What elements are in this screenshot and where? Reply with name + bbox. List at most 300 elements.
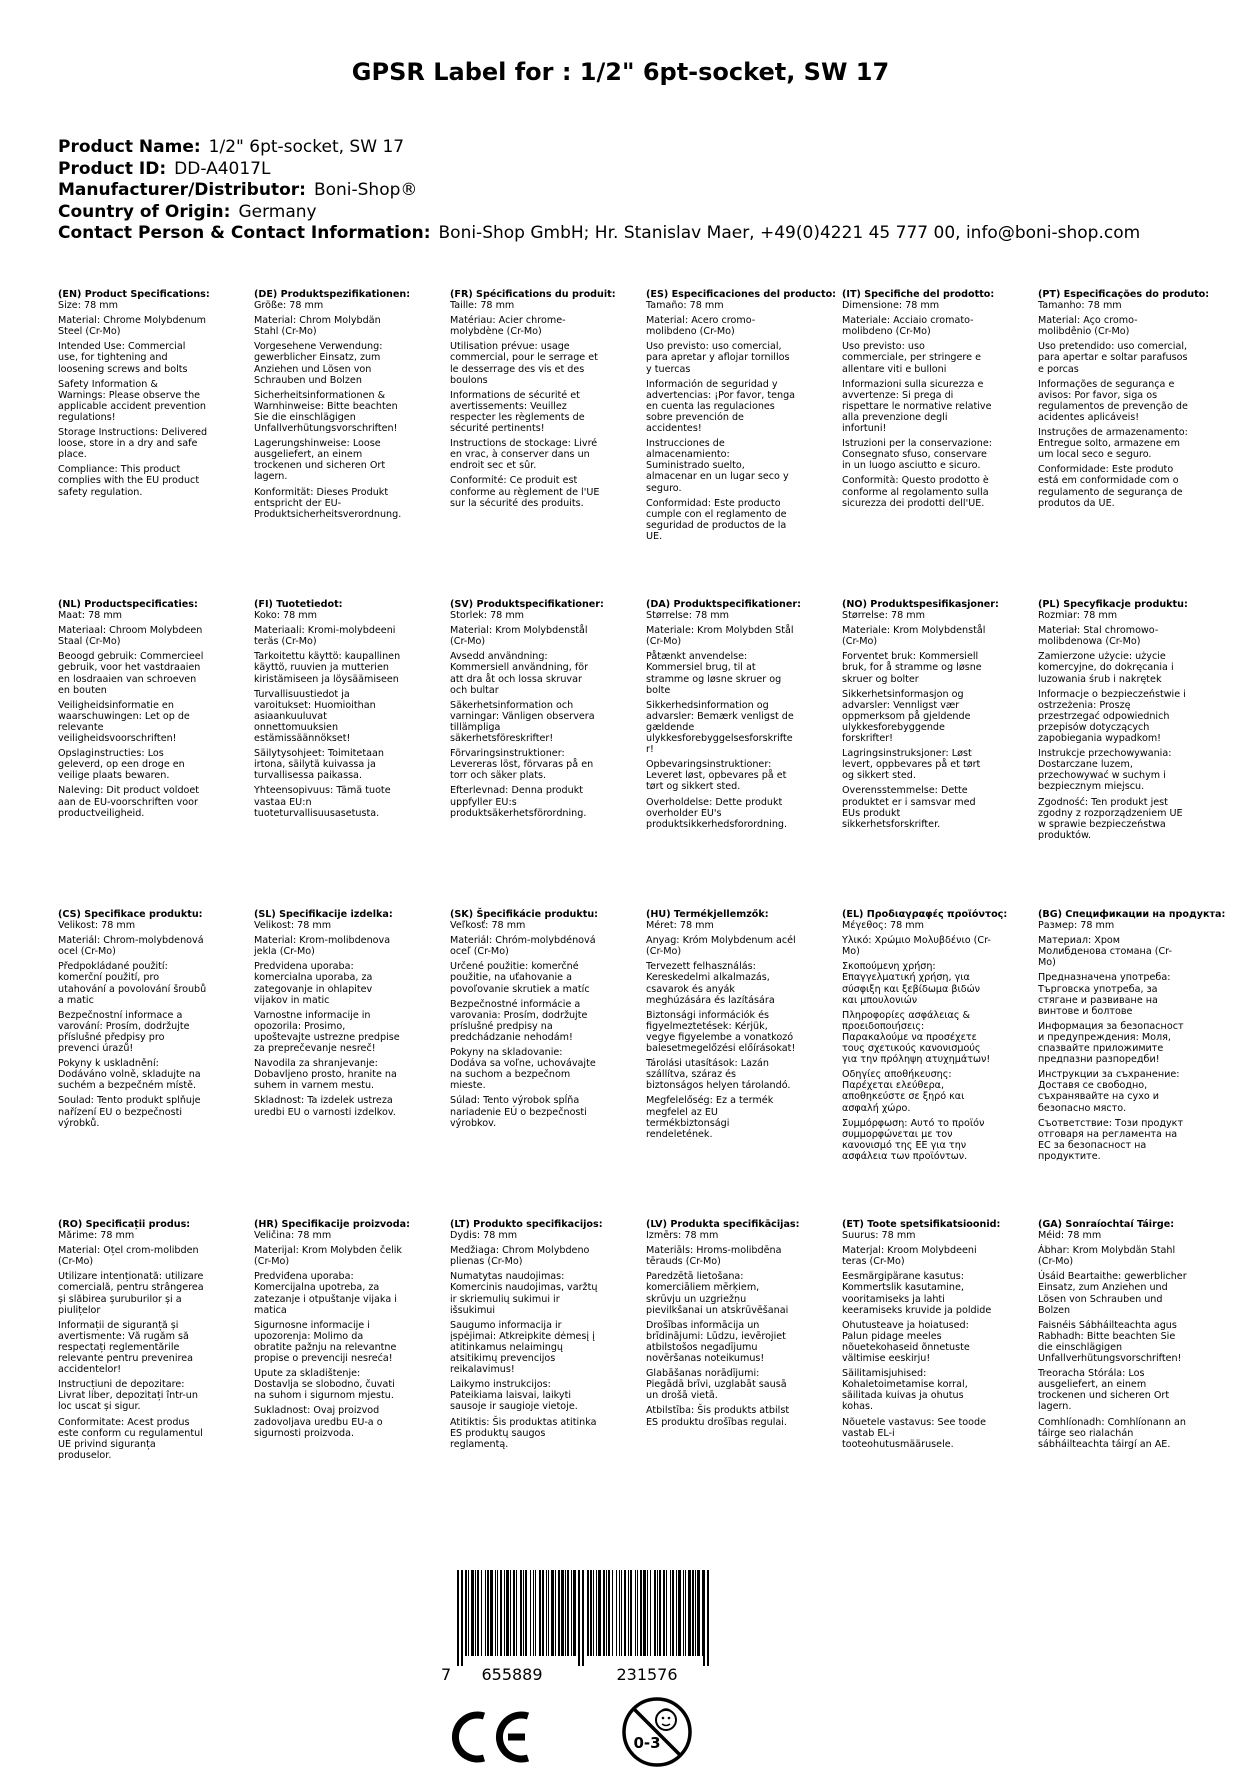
product-info-label: Country of Origin: [58, 201, 231, 222]
spec-heading: (PL) Specyfikacje produktu: [1038, 599, 1188, 610]
spec-row [58, 1219, 1238, 1465]
spec-heading: (NO) Produktspesifikasjoner: [842, 599, 999, 610]
spec-paragraph: Varnostne informacije in opozorila: Prosimo, upoštevajte ustrezne predpise za preprečevanje nesreč! [254, 1009, 400, 1055]
spec-paragraph: Säilitamisjuhised: Kohaletoimetamise korral, säilitada kuivas ja ohutus kohas. [842, 1368, 968, 1413]
spec-heading: (SL) Specifikacije izdelka: [254, 909, 393, 920]
spec-column [1038, 599, 1234, 909]
barcode-guard-bar [457, 1570, 459, 1666]
spec-heading: (BG) Спецификации на продукта: [1038, 909, 1226, 920]
barcode-bar [477, 1570, 479, 1656]
spec-paragraph: Suurus: 78 mm [842, 1230, 916, 1242]
spec-column [1038, 289, 1234, 599]
barcode-bar [500, 1570, 502, 1656]
barcode-bar [603, 1570, 605, 1656]
spec-heading: (FI) Tuotetiedot: [254, 599, 343, 610]
barcode-bar [587, 1570, 589, 1656]
spec-column [254, 289, 450, 599]
spec-paragraph: Lagerungshinweise: Loose ausgeliefert, an einem trockenen und sicheren Ort lagern. [254, 438, 386, 483]
spec-paragraph: Opslaginstructies: Los geleverd, op een droge en veilige plaats bewaren. [58, 748, 185, 782]
barcode-bar [506, 1570, 509, 1656]
spec-paragraph: Skladnost: Ta izdelek ustreza uredbi EU o varnosti izdelkov. [254, 1095, 396, 1118]
spec-paragraph: Biztonsági információk és figyelmeztetések: Kérjük, vegye figyelembe a vonatkozó balesetmegelőzési előírásokat! [646, 1009, 796, 1055]
spec-paragraph: Sukladnost: Ovaj proizvod zadovoljava uredbu EU-a o sigurnosti proizvoda. [254, 1405, 383, 1439]
spec-paragraph: Conformité: Ce produit est conforme au règlement de l'UE sur la sécurité des produits. [450, 475, 600, 509]
spec-row [58, 909, 1238, 1219]
barcode-bar [539, 1570, 541, 1656]
spec-paragraph: Materiale: Krom Molybdenstål (Cr-Mo) [842, 625, 986, 648]
barcode-bar [516, 1570, 517, 1656]
spec-paragraph: Påtænkt anvendelse: Kommersiel brug, til at stramme og løsne skruer og bolte [646, 651, 782, 696]
spec-paragraph: Veľkosť: 78 mm [450, 920, 526, 932]
barcode-bar [624, 1570, 626, 1656]
spec-paragraph: Paredzētā lietošana: komerciāliem mērķiem, skrūvju un uzgriežņu pievilkšanai un atskrūvēšanai [646, 1271, 789, 1316]
spec-paragraph: Conformitate: Acest produs este conform cu regulamentul UE privind siguranța produselor. [58, 1416, 203, 1461]
barcode-bar [551, 1570, 554, 1656]
spec-paragraph: Tamaño: 78 mm [646, 300, 724, 312]
spec-heading: (NL) Productspecificaties: [58, 599, 198, 610]
spec-paragraph: Материал: Хром Молибденова стомана (Cr-Mo) [1038, 935, 1172, 969]
barcode-guard-bar [582, 1570, 584, 1666]
product-info-row [58, 180, 1198, 202]
spec-paragraph: Size: 78 mm [58, 300, 118, 312]
spec-paragraph: Größe: 78 mm [254, 300, 324, 312]
spec-paragraph: Informações de segurança e avisos: Por favor, siga os regulamentos de prevenção de acidentes aplicáveis! [1038, 378, 1188, 423]
spec-heading: (CS) Specifikace produktu: [58, 909, 203, 920]
barcode-bar [561, 1570, 564, 1656]
spec-paragraph: Bezpečnostné informácie a varovania: Prosím, dodržujte príslušné predpisy na predchádzanie nehodám! [450, 998, 588, 1043]
spec-paragraph: Navodila za shranjevanje: Dobavljeno prosto, hranite na suhem in varnem mestu. [254, 1058, 397, 1092]
spec-paragraph: Faisnéis Sábháilteachta agus Rabhadh: Bitte beachten Sie die einschlägigen Unfallverhütungsvorschriften! [1038, 1319, 1182, 1365]
spec-paragraph: Drošības informācija un brīdinājumi: Lūdzu, ievērojiet atbilstošos negadījumu novēršanas noteikumus! [646, 1319, 786, 1365]
spec-column [646, 289, 842, 599]
barcode [437, 1570, 732, 1685]
spec-paragraph: Materiál: Chróm-molybdénová oceľ (Cr-Mo) [450, 935, 596, 958]
barcode-guard-bar [703, 1570, 705, 1666]
barcode-bar [621, 1570, 622, 1656]
barcode-bar [571, 1570, 572, 1656]
spec-column [450, 1219, 646, 1465]
barcode-bar [657, 1570, 658, 1656]
spec-paragraph: Instrukcje przechowywania: Dostarczane luzem, przechowywać w suchym i bezpiecznym miejscu. [1038, 748, 1172, 793]
barcode-bar [637, 1570, 638, 1656]
barcode-bar [598, 1570, 601, 1656]
barcode-bar [593, 1570, 594, 1656]
spec-paragraph: Určené použitie: komerčné použitie, na uťahovanie a povoľovanie skrutiek a matíc [450, 961, 590, 995]
spec-paragraph: Materijal: Krom Molybden čelik (Cr-Mo) [254, 1245, 402, 1268]
spec-heading: (HR) Specifikacije proizvoda: [254, 1219, 410, 1230]
spec-paragraph: Atbilstība: Šis produkts atbilst ES produktu drošības regulai. [646, 1405, 790, 1428]
spec-heading: (LV) Produkta specifikācijas: [646, 1219, 800, 1230]
spec-paragraph: Matériau: Acier chrome-molybdène (Cr-Mo) [450, 315, 566, 338]
spec-paragraph: Megfelelőség: Ez a termék megfelel az EU termékbiztonsági rendeletének. [646, 1095, 774, 1140]
spec-paragraph: Μέγεθος: 78 mm [842, 920, 924, 932]
barcode-bar [555, 1570, 556, 1656]
spec-paragraph: Material: Aço cromo-molibdênio (Cr-Mo) [1038, 315, 1138, 338]
spec-paragraph: Overholdelse: Dette produkt overholder EU's produktsikkerhedsforordning. [646, 796, 788, 830]
product-info-label: Manufacturer/Distributor: [58, 180, 306, 200]
spec-paragraph: Avsedd användning: Kommersiell användning, för att dra åt och lossa skruvar och bultar [450, 651, 589, 696]
spec-paragraph: Υλικό: Χρώμιο Μολυβδένιο (Cr-Mo) [842, 935, 991, 958]
barcode-bar [495, 1570, 496, 1656]
spec-paragraph: Taille: 78 mm [450, 300, 515, 312]
spec-heading: (GA) Sonraíochtaí Táirge: [1038, 1219, 1175, 1230]
spec-paragraph: Material: Krom-molibdenova jekla (Cr-Mo) [254, 935, 391, 958]
spec-paragraph: Materjal: Kroom Molybdeeni teras (Cr-Mo) [842, 1245, 977, 1268]
spec-column [58, 599, 254, 909]
spec-heading: (SV) Produktspecifikationer: [450, 599, 604, 610]
spec-column [58, 289, 254, 599]
spec-paragraph: Размер: 78 mm [1038, 920, 1115, 932]
spec-heading: (ES) Especificaciones del producto: [646, 289, 837, 300]
spec-paragraph: Størrelse: 78 mm [646, 610, 729, 622]
spec-paragraph: Efterlevnad: Denna produkt uppfyller EU:s produktsäkerhetsförordning. [450, 785, 587, 819]
spec-column [450, 289, 646, 599]
spec-paragraph: Atitiktis: Šis produktas atitinka ES produktų saugos reglamentą. [450, 1416, 597, 1450]
barcode-bar [465, 1570, 467, 1656]
spec-heading: (RO) Specificații produs: [58, 1219, 191, 1230]
product-info [58, 137, 1198, 245]
spec-paragraph: Material: Krom Molybdenstål (Cr-Mo) [450, 625, 588, 648]
barcode-bar [695, 1570, 696, 1656]
spec-heading: (HU) Termékjellemzők: [646, 909, 769, 920]
spec-paragraph: Turvallisuustiedot ja varoitukset: Huomioithan asiaankuuluvat onnettomuuksien estämissäännökset! [254, 688, 376, 745]
spec-paragraph: Beoogd gebruik: Commercieel gebruik, voor het vastdraaien en losdraaien van schroeven en bouten [58, 651, 204, 696]
barcode-bar [485, 1570, 486, 1656]
spec-paragraph: Overensstemmelse: Dette produktet er i samsvar med EUs produkt sikkerhetsforskrifter. [842, 785, 976, 830]
product-info-row [58, 159, 1198, 181]
barcode-bar [596, 1570, 597, 1656]
spec-column [842, 909, 1038, 1219]
spec-paragraph: Utilisation prévue: usage commercial, pour le serrage et le desserrage des vis et des boulons [450, 341, 598, 386]
spec-paragraph: Izmērs: 78 mm [646, 1230, 719, 1242]
spec-paragraph: Съответствие: Този продукт отговаря на регламента на ЕС за безопасност на продуктите. [1038, 1117, 1184, 1162]
spec-paragraph: Οδηγίες αποθήκευσης: Παρέχεται ελεύθερα, αποθηκεύστε σε ξηρό και ασφαλή χώρο. [842, 1069, 965, 1114]
barcode-bar [497, 1570, 498, 1656]
barcode-bar [654, 1570, 656, 1656]
spec-paragraph: Zamierzone użycie: użycie komercyjne, do dokręcania i luzowania śrub i nakrętek [1038, 651, 1174, 685]
spec-paragraph: Safety Information & Warnings: Please observe the applicable accident prevention regulations! [58, 378, 206, 423]
spec-paragraph: Nõuetele vastavus: See toode vastab EL-i tooteohutusmäärusele. [842, 1416, 986, 1450]
spec-paragraph: Materiāls: Hroms-molibdēna tērauds (Cr-Mo) [646, 1245, 782, 1268]
barcode-digits-left: 655889 [481, 1665, 543, 1684]
spec-heading: (PT) Especificações do produto: [1038, 289, 1210, 300]
spec-paragraph: Συμμόρφωση: Αυτό το προϊόν συμμορφώνεται με τον κανονισμό της ΕΕ για την ασφάλεια των προϊόντων. [842, 1117, 985, 1162]
spec-paragraph: Informazioni sulla sicurezza e avvertenze: Si prega di rispettare le normative relative alla prevenzione degli infortuni! [842, 378, 992, 435]
spec-paragraph: Anyag: Króm Molybdenum acél (Cr-Mo) [646, 935, 796, 958]
barcode-bar [685, 1570, 686, 1656]
spec-paragraph: Tarkoitettu käyttö: kaupallinen käyttö, ruuvien ja mutterien kiristämiseen ja löysäämiseen [254, 651, 401, 685]
spec-paragraph: Conformidad: Este producto cumple con el reglamento de seguridad de productos de la UE. [646, 497, 787, 542]
product-info-value: 1/2" 6pt-socket, SW 17 [208, 137, 405, 157]
spec-paragraph: Förvaringsinstruktioner: Levereras löst, förvaras på en torr och säker plats. [450, 748, 594, 782]
barcode-bar [468, 1570, 469, 1656]
spec-paragraph: Velikost: 78 mm [58, 920, 136, 932]
spec-paragraph: Ábhar: Krom Molybdän Stahl (Cr-Mo) [1038, 1245, 1176, 1268]
barcode-bar [567, 1570, 569, 1656]
spec-paragraph: Информация за безопасност и предупреждения: Моля, спазвайте приложимите предпазни разпоредби! [1038, 1020, 1184, 1066]
spec-paragraph: Información de seguridad y advertencias: ¡Por favor, tenga en cuenta las regulaciones sobre prevención de accidentes! [646, 378, 796, 435]
spec-column [842, 599, 1038, 909]
spec-paragraph: Předpokládané použití: komerční použití, pro utahování a povolování šroubů a matic [58, 961, 207, 1006]
barcode-bar [565, 1570, 566, 1656]
product-info-label: Product ID: [58, 158, 167, 179]
spec-paragraph: Materiaal: Chroom Molybdeen Staal (Cr-Mo) [58, 625, 203, 648]
spec-paragraph: Utilizare intenționată: utilizare comercială, pentru strângerea și slăbirea șuruburilor și a piulițelor [58, 1271, 204, 1316]
spec-paragraph: Tervezett felhasználás: Kereskedelmi alkalmazás, csavarok és anyák meghúzására és lazítására [646, 961, 775, 1006]
spec-paragraph: Yhteensopivuus: Tämä tuote vastaa EU:n tuoteturvallisuusasetusta. [254, 785, 391, 819]
barcode-bar [525, 1570, 527, 1656]
spec-heading: (SK) Špecifikácie produktu: [450, 909, 599, 920]
spec-heading: (LT) Produkto specifikacijos: [450, 1219, 603, 1230]
spec-paragraph: Súlad: Tento výrobok spĺňa nariadenie EÚ o bezpečnosti výrobkov. [450, 1095, 587, 1129]
spec-column [58, 1219, 254, 1465]
spec-paragraph: Material: Chrom Molybdän Stahl (Cr-Mo) [254, 315, 381, 338]
spec-paragraph: Glabāšanas norādījumi: Piegādā brīvi, uzglabāt sausā un drošā vietā. [646, 1368, 787, 1402]
spec-heading: (EN) Product Specifications: [58, 289, 210, 300]
barcode-bar [659, 1570, 661, 1656]
spec-paragraph: Pokyny na skladovanie: Dodáva sa voľne, uchovávajte na suchom a bezpečnom mieste. [450, 1047, 596, 1092]
spec-column [58, 909, 254, 1219]
barcode-guard-bar [461, 1570, 463, 1666]
spec-paragraph: Opbevaringsinstruktioner: Leveret løst, opbevares på et tørt og sikkert sted. [646, 759, 787, 793]
spec-paragraph: Informations de sécurité et avertissements: Veuillez respecter les règlements de sécurité pertinents! [450, 389, 585, 435]
barcode-guard-bar [578, 1570, 580, 1666]
product-info-value: Germany [238, 201, 317, 222]
barcode-bar [643, 1570, 646, 1656]
spec-paragraph: Informații de siguranță și avertismente: Vă rugăm să respectați reglementările relevante pentru prevenirea accidentelor! [58, 1319, 194, 1376]
barcode-bar [471, 1570, 474, 1656]
barcode-bar [481, 1570, 482, 1656]
barcode-bar [612, 1570, 613, 1656]
spec-column [646, 909, 842, 1219]
spec-paragraph: Säkerhetsinformation och varningar: Vänligen observera tillämpliga säkerhetsföreskrifter! [450, 699, 595, 745]
spec-paragraph: Comhlíonadh: Comhlíonann an táirge seo rialachán sábháilteachta táirgí an AE. [1038, 1416, 1186, 1450]
spec-paragraph: Maat: 78 mm [58, 610, 123, 622]
spec-paragraph: Medžiaga: Chrom Molybdeno plienas (Cr-Mo) [450, 1245, 590, 1268]
spec-paragraph: Предназначена употреба: Търговска употреба, за стягане и развиване на винтове и болтове [1038, 972, 1171, 1017]
spec-paragraph: Treoracha Stórála: Los ausgeliefert, an einem trockenen und sicheren Ort lagern. [1038, 1368, 1170, 1413]
product-info-value: DD-A4017L [174, 158, 271, 179]
spec-paragraph: Pokyny k uskladnění: Dodáváno volně, skladujte na suchém a bezpečném místě. [58, 1058, 201, 1092]
product-info-label: Contact Person & Contact Information: [58, 223, 431, 243]
barcode-bar [535, 1570, 536, 1656]
spec-paragraph: Conformità: Questo prodotto è conforme al regolamento sulla sicurezza dei prodotti dell'UE. [842, 475, 989, 509]
spec-paragraph: Vorgesehene Verwendung: gewerblicher Einsatz, zum Anziehen und Lösen von Schrauben und Bolzen [254, 341, 383, 386]
product-info-row [58, 202, 1198, 224]
age-warning-icon [621, 1696, 693, 1768]
spec-paragraph: Säilytysohjeet: Toimitetaan irtona, säilytä kuivassa ja turvallisessa paikassa. [254, 748, 384, 782]
spec-paragraph: Sikkerhedsinformation og advarsler: Bemærk venligst de gældende ulykkesforebyggelsesforskrifter! [646, 699, 794, 756]
age-range-label: 0-3 [633, 1734, 661, 1752]
barcode-bar [697, 1570, 700, 1656]
barcode-digits-right: 231576 [616, 1665, 678, 1684]
spec-paragraph: Koko: 78 mm [254, 610, 317, 622]
barcode-bar [670, 1570, 671, 1656]
page-title: GPSR Label for : 1/2" 6pt-socket, SW 17 [351, 58, 890, 86]
spec-paragraph: Tamanho: 78 mm [1038, 300, 1122, 312]
barcode-bar [647, 1570, 648, 1656]
barcode-bar [666, 1570, 667, 1656]
spec-paragraph: Mărime: 78 mm [58, 1230, 135, 1242]
spec-row [58, 289, 1238, 599]
spec-paragraph: Storage Instructions: Delivered loose, store in a dry and safe place. [58, 427, 208, 461]
spec-heading: (ET) Toote spetsifikatsioonid: [842, 1219, 1001, 1230]
product-info-row [58, 223, 1198, 245]
spec-paragraph: Material: Oțel crom-molibden (Cr-Mo) [58, 1245, 199, 1268]
spec-paragraph: Størrelse: 78 mm [842, 610, 925, 622]
spec-paragraph: Conformidade: Este produto está em conformidade com o regulamento de segurança de produtos da UE. [1038, 464, 1183, 509]
spec-paragraph: Sigurnosne informacije i upozorenja: Molimo da obratite pažnju na relevantne propise o prevenciji nesreća! [254, 1319, 397, 1365]
spec-paragraph: Velikost: 78 mm [254, 920, 332, 932]
spec-paragraph: Instruções de armazenamento: Entregue solto, armazene em um local seco e seguro. [1038, 427, 1188, 461]
spec-paragraph: Forventet bruk: Kommersiell bruk, for å stramme og løsne skruer og bolter [842, 651, 982, 685]
barcode-bar [619, 1570, 620, 1656]
barcode-guard-bar [707, 1570, 709, 1666]
spec-heading: (EL) Προδιαγραφές προϊόντος: [842, 909, 1008, 920]
barcode-bar [683, 1570, 684, 1656]
spec-paragraph: Инструкции за съхранение: Доставя се свободно, съхранявайте на сухо и безопасно място. [1038, 1069, 1180, 1114]
ce-mark-icon [448, 1709, 533, 1765]
spec-paragraph: Intended Use: Commercial use, for tightening and loosening screws and bolts [58, 341, 188, 375]
spec-column [450, 599, 646, 909]
spec-paragraph: Zgodność: Ten produkt jest zgodny z rozporządzeniem UE w sprawie bezpieczeństwa produktów. [1038, 796, 1183, 841]
barcode-bar [702, 1570, 703, 1656]
barcode-bar [504, 1570, 505, 1656]
spec-row [58, 599, 1238, 909]
spec-paragraph: Upute za skladištenje: Dostavlja se slobodno, čuvati na suhom i sigurnom mjestu. [254, 1368, 395, 1402]
spec-paragraph: Materiale: Krom Molybden Stål (Cr-Mo) [646, 625, 794, 648]
spec-paragraph: Sikkerhetsinformasjon og advarsler: Vennligst vær oppmerksom på gjeldende ulykkesforebyggende forskrifter! [842, 688, 971, 745]
spec-paragraph: Material: Chrome Molybdenum Steel (Cr-Mo) [58, 315, 207, 338]
spec-paragraph: Saugumo informacija ir įspėjimai: Atkreipkite dėmesį į atitinkamus nelaimingų atsitikimų prevencijos reikalavimus! [450, 1319, 595, 1376]
spec-paragraph: Laikymo instrukcijos: Pateikiama laisvai, laikyti sausoje ir saugioje vietoje. [450, 1379, 578, 1413]
barcode-digit-first: 7 [441, 1665, 452, 1684]
spec-column [1038, 1219, 1234, 1465]
spec-paragraph: Storlek: 78 mm [450, 610, 525, 622]
spec-paragraph: Instrucciones de almacenamiento: Suministrado suelto, almacenar en un lugar seco y seguro. [646, 438, 789, 494]
barcode-bar [542, 1570, 544, 1656]
barcode-bar [606, 1570, 607, 1656]
spec-paragraph: Materiale: Acciaio cromato-molibdeno (Cr-Mo) [842, 315, 974, 338]
spec-paragraph: Méid: 78 mm [1038, 1230, 1102, 1242]
spec-paragraph: Istruzioni per la conservazione: Consegnato sfuso, conservare in un luogo asciutto e sicuro. [842, 438, 992, 472]
product-info-value: Boni-Shop® [313, 180, 418, 200]
spec-paragraph: Konformität: Dieses Produkt entspricht der EU-Produktsicherheitsverordnung. [254, 486, 402, 520]
spec-column [646, 599, 842, 909]
spec-paragraph: Uso previsto: uso comercial, para apretar y aflojar tornillos y tuercas [646, 341, 790, 375]
spec-paragraph: Rozmiar: 78 mm [1038, 610, 1118, 622]
spec-paragraph: Eesmärgipärane kasutus: Kommertslik kasutamine, vooritamiseks ja lahti keeramiseks kruvide ja poldide [842, 1271, 992, 1316]
barcode-bar [546, 1570, 547, 1656]
spec-paragraph: Instrucțiuni de depozitare: Livrat liber, depozitați într-un loc uscat și sigur. [58, 1379, 198, 1413]
barcode-bar [530, 1570, 531, 1656]
barcode-bar [558, 1570, 560, 1656]
spec-column [646, 1219, 842, 1465]
spec-paragraph: Compliance: This product complies with the EU product safety regulation. [58, 464, 200, 498]
barcode-bar [548, 1570, 549, 1656]
spec-column [842, 1219, 1038, 1465]
product-info-row [58, 137, 1198, 159]
spec-paragraph: Dimensione: 78 mm [842, 300, 940, 312]
spec-paragraph: Tárolási utasítások: Lazán szállítva, száraz és biztonságos helyen tárolandó. [646, 1058, 791, 1092]
spec-paragraph: Material: Acero cromo-molibdeno (Cr-Mo) [646, 315, 756, 338]
barcode-bar [640, 1570, 642, 1656]
barcode-bar [688, 1570, 691, 1656]
barcode-bar [663, 1570, 665, 1656]
spec-paragraph: Bezpečnostní informace a varování: Prosím, dodržujte příslušné předpisy pro prevenci úrazů! [58, 1009, 190, 1055]
spec-paragraph: Materiał: Stal chromowo-molibdenowa (Cr-Mo) [1038, 625, 1159, 648]
barcode-bar [513, 1570, 515, 1656]
barcode-bar [635, 1570, 636, 1656]
product-info-value: Boni-Shop GmbH; Hr. Stanislav Maer, +49(0)4221 45 777 00, info@boni-shop.com [438, 223, 1141, 243]
spec-heading: (DA) Produktspecifikationer: [646, 599, 801, 610]
barcode-bar [523, 1570, 524, 1656]
spec-column [254, 909, 450, 1219]
spec-paragraph: Dydis: 78 mm [450, 1230, 518, 1242]
spec-paragraph: Predviđena uporaba: Komercijalna upotreba, za zatezanje i otpuštanje vijaka i matica [254, 1271, 397, 1316]
spec-paragraph: Instructions de stockage: Livré en vrac, à conserver dans un endroit sec et sûr. [450, 438, 598, 472]
barcode-bar [520, 1570, 522, 1656]
barcode-bar [676, 1570, 677, 1656]
barcode-bar [510, 1570, 511, 1656]
barcode-bar [490, 1570, 493, 1656]
spec-paragraph: Úsáid Beartaithe: gewerblicher Einsatz, zum Anziehen und Lösen von Schrauben und Bolzen [1038, 1271, 1187, 1316]
spec-paragraph: Soulad: Tento produkt splňuje nařízení EU o bezpečnosti výrobků. [58, 1095, 201, 1129]
barcode-bar [650, 1570, 651, 1656]
spec-column [254, 1219, 450, 1465]
barcode-bar [616, 1570, 617, 1656]
spec-paragraph: Veiligheidsinformatie en waarschuwingen: Let op de relevante veiligheidsvoorschriften! [58, 699, 190, 745]
spec-paragraph: Naleving: Dit product voldoet aan de EU-voorschriften voor productveiligheid. [58, 785, 200, 819]
spec-heading: (IT) Specifiche del prodotto: [842, 289, 995, 300]
spec-paragraph: Méret: 78 mm [646, 920, 714, 932]
spec-column [254, 599, 450, 909]
spec-paragraph: Materiaali: Kromi-molybdeeni teräs (Cr-Mo) [254, 625, 396, 648]
spec-heading: (DE) Produktspezifikationen: [254, 289, 411, 300]
spec-paragraph: Sicherheitsinformationen & Warnhinweise: Bitte beachten Sie die einschlägigen Unfallverhütungsvorschriften! [254, 389, 398, 435]
barcode-bar [590, 1570, 592, 1656]
spec-paragraph: Predvidena uporaba: komercialna uporaba, za zategovanje in ohlapitev vijakov in matic [254, 961, 373, 1006]
spec-paragraph: Lagringsinstruksjoner: Løst levert, oppbevares på et tørt og sikkert sted. [842, 748, 981, 782]
spec-paragraph: Numatytas naudojimas: Komercinis naudojimas, varžtų ir skriemulių sukimui ir išsukimui [450, 1271, 598, 1316]
barcode-bar [628, 1570, 629, 1656]
barcode-bar [475, 1570, 476, 1656]
barcode-bar [573, 1570, 576, 1656]
spec-column [450, 909, 646, 1219]
barcode-bars [457, 1570, 709, 1666]
spec-paragraph: Σκοπούμενη χρήση: Επαγγελματική χρήση, για σύσφιξη και ξεβίδωμα βιδών και μπουλονιών [842, 961, 980, 1006]
spec-paragraph: Πληροφορίες ασφάλειας & προειδοποιήσεις: Παρακαλούμε να προσέχετε τους σχετικούς κανονισμούς για την πρόληψη ατυχημάτων! [842, 1009, 991, 1066]
product-info-label: Product Name: [58, 137, 201, 157]
spec-column [1038, 909, 1234, 1219]
specifications-grid [58, 289, 1238, 1465]
barcode-bar [533, 1570, 534, 1656]
spec-paragraph: Ohutusteave ja hoiatused: Palun pidage meeles nõuetekohaseid õnnetuste vältimise eeskirju! [842, 1319, 970, 1365]
spec-column [842, 289, 1038, 599]
barcode-bar [678, 1570, 681, 1656]
barcode-bar [630, 1570, 632, 1656]
spec-heading: (FR) Spécifications du produit: [450, 289, 616, 300]
barcode-bar [672, 1570, 674, 1656]
spec-paragraph: Materiál: Chrom-molybdenová ocel (Cr-Mo) [58, 935, 204, 958]
spec-paragraph: Uso pretendido: uso comercial, para apertar e soltar parafusos e porcas [1038, 341, 1188, 375]
barcode-bar [692, 1570, 694, 1656]
spec-paragraph: Informacje o bezpieczeństwie i ostrzeżenia: Proszę przestrzegać odpowiednich przepisów dotyczących zapobiegania wypadkom! [1038, 688, 1186, 745]
spec-paragraph: Uso previsto: uso commerciale, per stringere e allentare viti e bulloni [842, 341, 981, 375]
barcode-bar [487, 1570, 489, 1656]
spec-paragraph: Veličina: 78 mm [254, 1230, 332, 1242]
barcode-bar [608, 1570, 610, 1656]
